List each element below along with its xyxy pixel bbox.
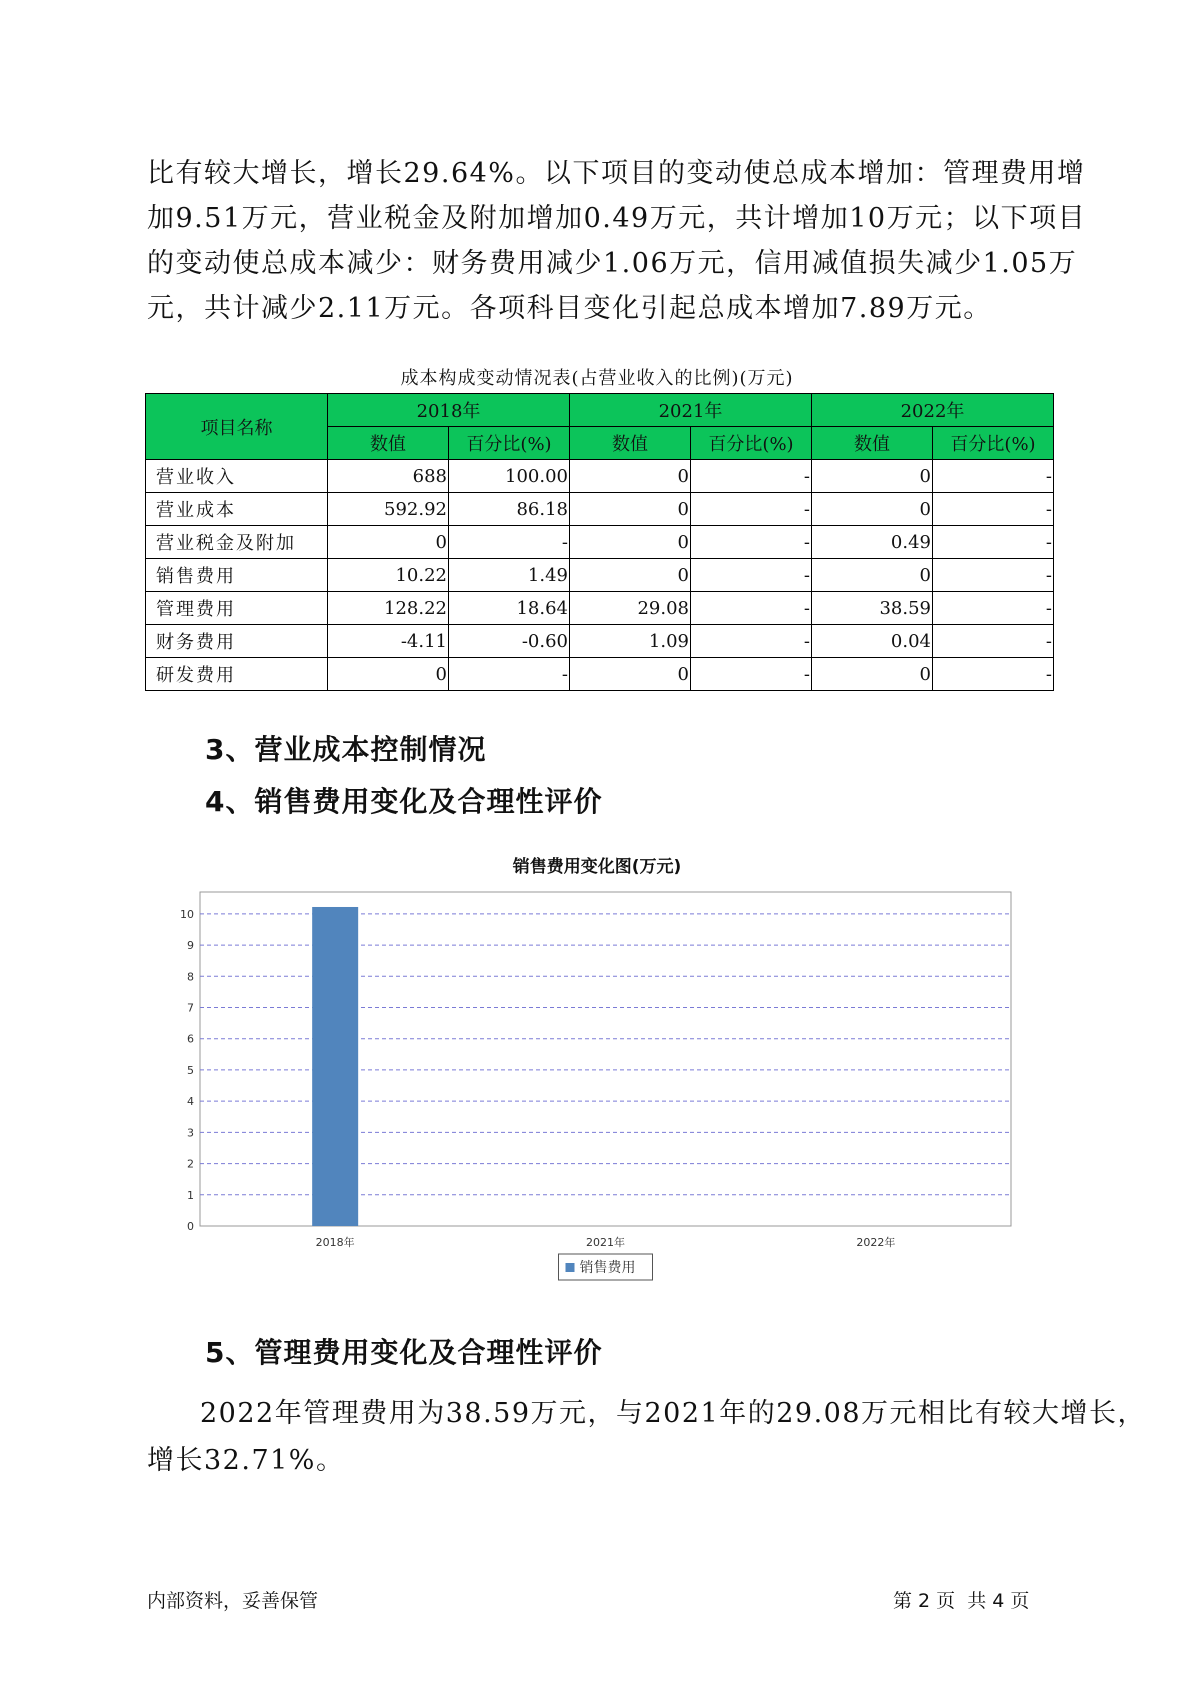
cell: 0 — [328, 658, 449, 691]
cell: - — [933, 526, 1054, 559]
cell: 0 — [812, 658, 933, 691]
row-name: 财务费用 — [146, 625, 328, 658]
cell: 688 — [328, 460, 449, 493]
cell: 0 — [570, 460, 691, 493]
cost-table-title: 成本构成变动情况表(占营业收入的比例)(万元) — [400, 368, 794, 389]
cell: 0 — [328, 526, 449, 559]
cell: 128.22 — [328, 592, 449, 625]
y-tick-label: 6 — [187, 1032, 194, 1046]
closing-line-1: 2022年管理费用为38.59万元，与2021年的29.08万元相比有较大增长， — [200, 1398, 1147, 1429]
cell: - — [691, 559, 812, 592]
cell: - — [933, 460, 1054, 493]
intro-line-4: 元，共计减少2.11万元。各项科目变化引起总成本增加7.89万元。 — [147, 293, 992, 324]
subheader-percent: 百分比(%) — [449, 427, 570, 460]
closing-line-2: 增长32.71%。 — [147, 1445, 345, 1476]
subheader-percent: 百分比(%) — [691, 427, 812, 460]
cell: - — [933, 592, 1054, 625]
cell: 18.64 — [449, 592, 570, 625]
cell: 0 — [570, 658, 691, 691]
row-name: 研发费用 — [146, 658, 328, 691]
row-name: 销售费用 — [146, 559, 328, 592]
header-year-2021: 2021年 — [570, 394, 812, 427]
header-year-2022: 2022年 — [812, 394, 1054, 427]
row-name: 营业收入 — [146, 460, 328, 493]
cell: - — [933, 658, 1054, 691]
heading-5: 5、管理费用变化及合理性评价 — [205, 1336, 603, 1369]
cell: 0 — [812, 460, 933, 493]
cell: 1.49 — [449, 559, 570, 592]
x-tick-label: 2021年 — [586, 1236, 625, 1249]
x-tick-label: 2018年 — [315, 1236, 355, 1249]
cell: 0 — [570, 559, 691, 592]
cell: 0.04 — [812, 625, 933, 658]
cell: -4.11 — [328, 625, 449, 658]
y-tick-label: 3 — [187, 1126, 194, 1140]
header-item-name: 项目名称 — [146, 394, 328, 460]
row-name: 营业税金及附加 — [146, 526, 328, 559]
cell: - — [691, 460, 812, 493]
cell: - — [449, 658, 570, 691]
page-number: 第 2 页 共 4 页 — [893, 1590, 1030, 1612]
heading-4: 4、销售费用变化及合理性评价 — [205, 785, 603, 818]
cell: 0 — [570, 526, 691, 559]
cell: 1.09 — [570, 625, 691, 658]
cell: 10.22 — [328, 559, 449, 592]
cell: - — [933, 625, 1054, 658]
header-year-2018: 2018年 — [328, 394, 570, 427]
subheader-percent: 百分比(%) — [933, 427, 1054, 460]
y-tick-label: 2 — [187, 1157, 194, 1171]
y-tick-label: 10 — [180, 907, 194, 921]
cell: 38.59 — [812, 592, 933, 625]
cell: -0.60 — [449, 625, 570, 658]
cell: 0.49 — [812, 526, 933, 559]
cell: - — [691, 526, 812, 559]
cell: - — [449, 526, 570, 559]
row-name: 营业成本 — [146, 493, 328, 526]
cell: 0 — [812, 493, 933, 526]
cell: - — [933, 493, 1054, 526]
y-tick-label: 5 — [187, 1063, 194, 1077]
cell: 29.08 — [570, 592, 691, 625]
subheader-value: 数值 — [570, 427, 691, 460]
y-tick-label: 0 — [187, 1220, 194, 1233]
cell: - — [933, 559, 1054, 592]
cell: - — [691, 625, 812, 658]
cell: - — [691, 592, 812, 625]
legend-swatch — [566, 1263, 575, 1272]
cell: 592.92 — [328, 493, 449, 526]
subheader-value: 数值 — [328, 427, 449, 460]
intro-line-2: 加9.51万元，营业税金及附加增加0.49万元，共计增加10万元；以下项目 — [147, 203, 1087, 234]
cell: - — [691, 493, 812, 526]
intro-line-1: 比有较大增长，增长29.64%。以下项目的变动使总成本增加：管理费用增 — [147, 158, 1086, 189]
y-tick-label: 4 — [187, 1095, 194, 1109]
heading-3: 3、营业成本控制情况 — [205, 733, 487, 766]
cell: 0 — [570, 493, 691, 526]
cell: 0 — [812, 559, 933, 592]
subheader-value: 数值 — [812, 427, 933, 460]
intro-line-3: 的变动使总成本减少：财务费用减少1.06万元，信用减值损失减少1.05万 — [147, 248, 1078, 279]
cell: 86.18 — [449, 493, 570, 526]
y-tick-label: 7 — [187, 1001, 194, 1015]
y-tick-label: 9 — [187, 939, 194, 953]
x-tick-label: 2022年 — [856, 1236, 896, 1249]
bar — [312, 907, 358, 1226]
y-tick-label: 1 — [187, 1188, 194, 1202]
legend-label: 销售费用 — [579, 1260, 636, 1276]
chart-title: 销售费用变化图(万元) — [512, 857, 682, 877]
footer-note: 内部资料，妥善保管 — [147, 1590, 319, 1612]
cell: 100.00 — [449, 460, 570, 493]
row-name: 管理费用 — [146, 592, 328, 625]
cell: - — [691, 658, 812, 691]
y-tick-label: 8 — [187, 970, 194, 984]
